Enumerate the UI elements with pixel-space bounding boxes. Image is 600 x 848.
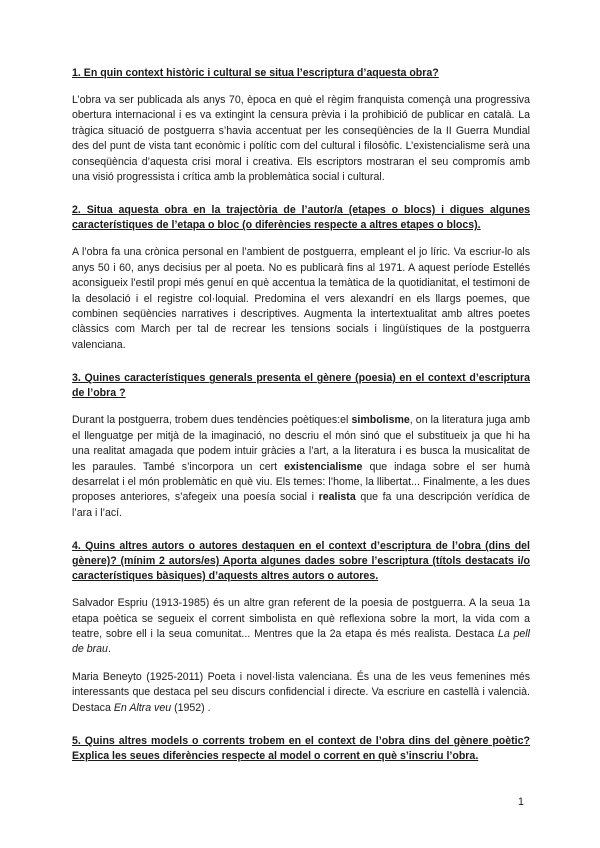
answer-4-beneyto-text: Maria Beneyto (1925-2011) Poeta i novel·lista valenciana. És una de les veus femenines més interessants que destaca pel seu discurs confidencial i directe. Va escriure en castellà i valencià. Destaca [72,670,530,714]
question-4-heading: 4. Quins altres autors o autores destaquen en el context d’escriptura de l’obra (dins del gènere)? (mínim 2 autors/es) Aporta algunes dades sobre l’escriptura (títols destacats i/o característiques bàsiques) d’aquests altres autors o autores. [72,540,530,583]
answer-3-bold-realista: realista [318,491,356,504]
answer-2-paragraph: A l’obra fa una crònica personal en l’ambient de postguerra, empleant el jo líric. Va escriur-lo als anys 50 i 60, anys decisius per al poeta. No es publicarà fins al 1971. A aquest període Estellés aconsigueix l’estil propi més genuí en què accentua la temàtica de la quotidianitat, el testimoni de la desolació i el registre col·loquial. Predomina el vers alexandrí en els llargs poemes, que combinen seqüències narratives i descriptives. Augmenta la intertextualitat amb altres poetes clàssics com March per tal de recrear les tensions socials i lingüístiques de la postguerra valenciana. [72,246,530,351]
answer-4-espriu-paragraph [72,596,530,658]
answer-3-bold-existencialisme: existencialisme [284,460,363,473]
answer-3-text-1: Durant la postguerra, trobem dues tendències poètiques:el [72,414,352,427]
answer-4-espriu-text: Salvador Espriu (1913-1985) és un altre gran referent de la poesia de postguerra. A la seua 1a etapa poètica se segueix el corrent simbolista en què reflexiona sobre la mort, la vida com a teatre, sobre ell i la seua comunitat... Mentres que la 2a etapa és més realista. Destaca [72,597,530,640]
question-5-heading: 5. Quins altres models o corrents trobem en el context de l’obra dins del gènere poètic? Explica les seues diferències respecte al model o corrent en què s’inscriu l’obra. [72,734,530,762]
question-3-heading: 3. Quines característiques generals presenta el gènere (poesia) en el context d’escriptura de l’obra ? [72,372,530,400]
answer-4-espriu-end: . [107,643,111,656]
answer-3-text-4: que fa una descripción verídica de l’ara i l’ací. [72,491,530,519]
document-page [72,66,530,776]
answer-1-paragraph: L’obra va ser publicada als anys 70, època en què el règim franquista començà una progressiva obertura internacional i es va extingint la censura prèvia i la prohibició de publicar en català. La tràgica situació de postguerra s’havia accentuat per les conseqüències de la II Guerra Mundial des del punt de vista tant econòmic i polític com del cultural i filosòfic. L’existencialisme serà una conseqüència d’aquesta crisi moral i creativa. Els escriptors mostraran el seu compromís amb una visió progressista i crítica amb la problemàtica social i cultural. [72,94,530,184]
question-1-heading: 1. En quin context històric i cultural se situa l’escriptura d’aquesta obra? [72,67,439,79]
answer-3-text-2: , on la literatura juga amb el llenguatge per mitjà de la imaginació, no descriu el món sinó que el substitueix ja que hi ha una realitat amagada que podem intuir gràcies a l’art, a la literatura i es busca la musicalitat de les paraules. També s’incorpora un cert [72,414,530,473]
answer-4-espriu-title: La pell de brau [72,627,530,656]
answer-3-text-3: que indaga sobre el ser humà desarrelat i el món problemàtic en què viu. Els temes: l’home, la llibertat... Finalmente, a les dues proposes anteriores, s’afegeix una poesía social i [72,460,530,504]
page-number: 1 [518,796,524,808]
answer-4-beneyto-end: (1952) . [171,701,211,714]
answer-4-beneyto-title: En Altra veu [113,701,172,714]
answer-3-paragraph [72,413,530,521]
answer-3-bold-simbolisme: simbolisme [351,414,410,427]
question-2-heading: 2. Situa aquesta obra en la trajectòria de l’autor/a (etapes o blocs) i digues algunes característiques de l’etapa o bloc (o diferències respecte a altres etapes o blocs). [72,204,530,232]
answer-4-beneyto-paragraph [72,670,530,716]
